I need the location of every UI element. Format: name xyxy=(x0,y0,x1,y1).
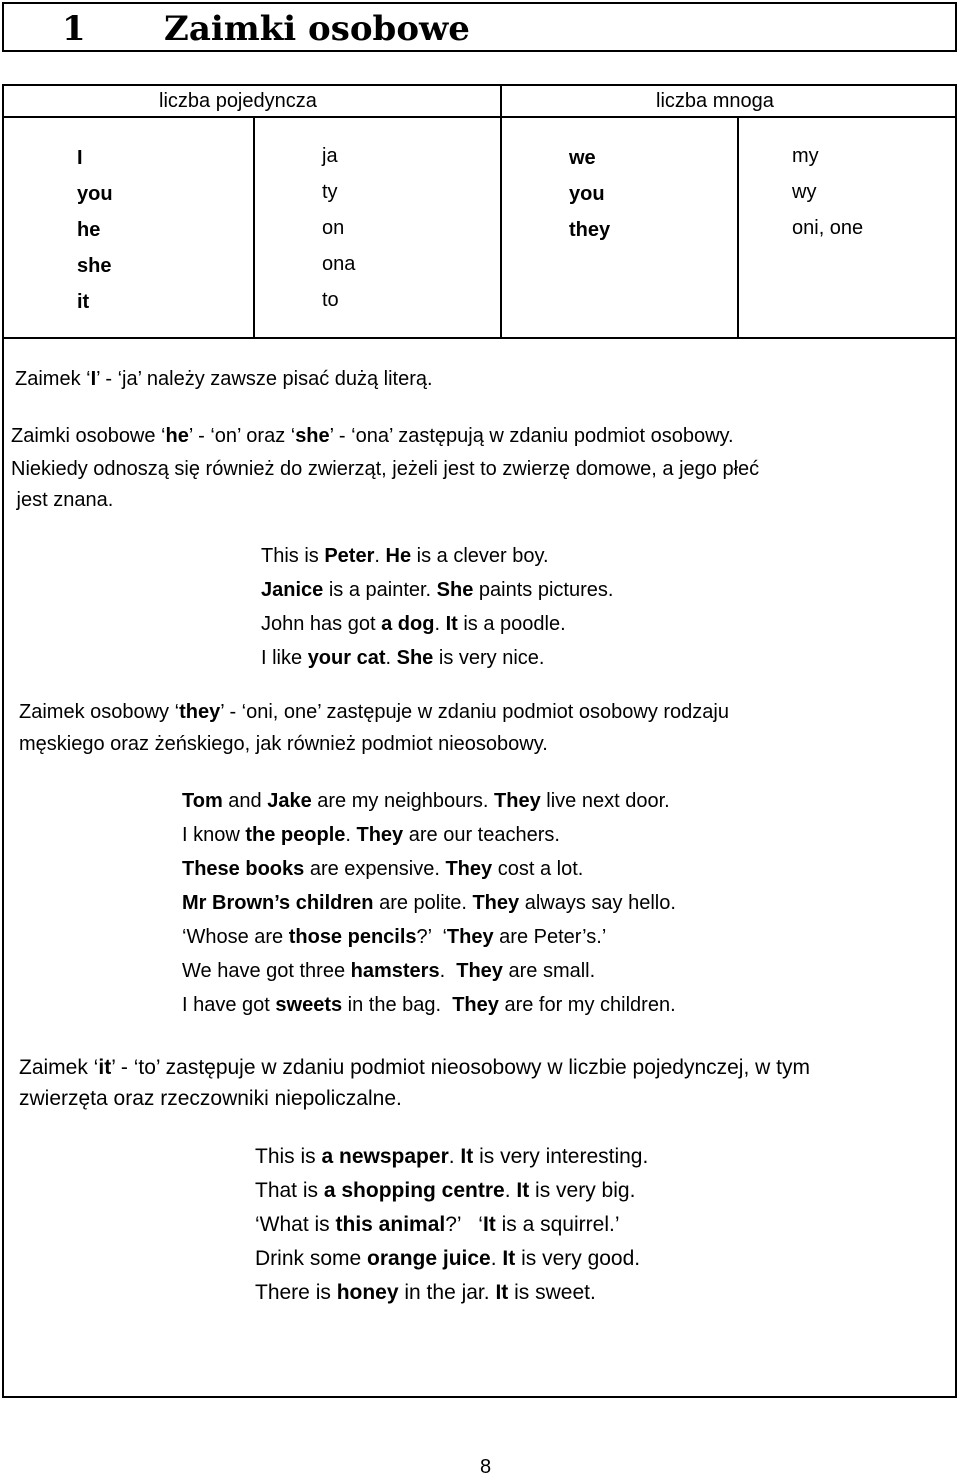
example-sentence xyxy=(255,1276,648,1310)
example-sentence xyxy=(261,641,613,675)
text-segment: Zaimek ‘ xyxy=(19,1056,99,1079)
examples-it xyxy=(255,1140,648,1310)
plural-english-column xyxy=(569,140,610,248)
example-sentence xyxy=(182,954,676,988)
pronoun-en: you xyxy=(77,183,113,205)
text-segment: This is xyxy=(255,1145,322,1168)
text-segment: are expensive. xyxy=(304,858,446,880)
examples-they xyxy=(182,784,676,1022)
emphasis-text: it xyxy=(98,1056,112,1079)
text-segment: ?’ ‘ xyxy=(416,926,447,948)
text-segment: . xyxy=(374,545,386,567)
text-segment: That is xyxy=(255,1179,324,1202)
emphasis-text: Peter xyxy=(324,545,375,567)
text-segment: . xyxy=(434,613,446,635)
emphasis-text: Tom xyxy=(182,790,223,812)
text-segment: Zaimki osobowe ‘ xyxy=(11,425,166,447)
table-col-divider-2 xyxy=(500,86,502,337)
text-segment: ’ - ‘oni, one’ zastępuje w zdaniu podmiot osobowy rodzaju xyxy=(220,701,729,723)
text-segment: ‘What is xyxy=(255,1213,336,1236)
emphasis-text: They xyxy=(356,824,404,846)
emphasis-text: a shopping centre xyxy=(323,1179,505,1202)
example-sentence xyxy=(182,886,676,920)
singular-header: liczba pojedyncza xyxy=(159,90,317,112)
page-number: 8 xyxy=(480,1456,492,1478)
text-segment: are polite. xyxy=(373,892,473,914)
example-sentence xyxy=(255,1140,648,1174)
rule-i xyxy=(15,368,433,391)
example-sentence xyxy=(182,988,676,1022)
text-segment: Zaimek osobowy ‘ xyxy=(19,701,180,723)
pronoun-pl: to xyxy=(322,289,339,311)
text-segment: is a painter. xyxy=(323,579,437,601)
emphasis-text: They xyxy=(445,858,493,880)
example-sentence xyxy=(182,784,676,818)
text-segment: ’ - ‘ona’ zastępują w zdaniu podmiot osobowy. xyxy=(329,425,734,447)
text-segment: zwierzęta oraz rzeczowniki niepoliczalne. xyxy=(19,1087,402,1110)
emphasis-text: a newspaper xyxy=(321,1145,449,1168)
content-box xyxy=(2,84,957,1398)
text-segment: in the jar. xyxy=(398,1281,496,1304)
text-segment: męskiego oraz żeńskiego, jak również podmiot nieosobowy. xyxy=(19,733,548,755)
section-number: 1 xyxy=(62,9,86,49)
rule-he-she-line-2 xyxy=(11,458,759,481)
pronoun-pl: ja xyxy=(322,145,338,167)
singular-polish-column xyxy=(322,138,355,318)
text-segment: is very nice. xyxy=(433,647,545,669)
table-col-divider-3 xyxy=(737,116,739,337)
emphasis-text: Jake xyxy=(267,790,312,812)
emphasis-text: It xyxy=(502,1247,516,1270)
emphasis-text: Mr Brown’s children xyxy=(182,892,374,914)
text-segment: live next door. xyxy=(540,790,670,812)
text-segment: I know xyxy=(182,824,246,846)
text-segment: always say hello. xyxy=(519,892,676,914)
text-segment: are small. xyxy=(502,960,596,982)
emphasis-text: They xyxy=(456,960,503,982)
singular-english-column xyxy=(77,140,113,320)
emphasis-text: It xyxy=(482,1213,496,1236)
pronoun-pl: oni, one xyxy=(792,217,864,239)
rule-it-line-1 xyxy=(19,1056,810,1080)
pronoun-en: she xyxy=(77,255,112,277)
text-segment: is very big. xyxy=(529,1179,636,1202)
rule-he-she-line-1 xyxy=(11,425,734,448)
text-segment: . xyxy=(439,960,457,982)
text-segment: paints pictures. xyxy=(473,579,614,601)
text-segment: ‘Whose are xyxy=(182,926,289,948)
text-segment: is sweet. xyxy=(508,1281,596,1304)
emphasis-text: They xyxy=(452,994,499,1016)
text-segment: John has got xyxy=(261,613,382,635)
table-header-divider xyxy=(4,116,955,118)
text-segment: . xyxy=(385,647,397,669)
emphasis-text: It xyxy=(460,1145,474,1168)
text-segment: . xyxy=(504,1179,517,1202)
emphasis-text: orange juice xyxy=(367,1247,491,1270)
example-sentence xyxy=(255,1174,648,1208)
rule-they-line-2 xyxy=(19,733,548,756)
text-segment: We have got three xyxy=(182,960,351,982)
pronoun-pl: ty xyxy=(322,181,338,203)
text-segment: is very good. xyxy=(515,1247,641,1270)
emphasis-text: he xyxy=(165,425,189,447)
text-segment: . xyxy=(345,824,357,846)
pronoun-pl: ona xyxy=(322,253,356,275)
pronoun-en: he xyxy=(77,219,101,241)
text-segment: I like xyxy=(261,647,308,669)
text-segment: . xyxy=(448,1145,461,1168)
text-segment: Drink some xyxy=(255,1247,368,1270)
emphasis-text: She xyxy=(436,579,474,601)
text-segment: ’ - ‘on’ oraz ‘ xyxy=(188,425,296,447)
text-segment: are for my children. xyxy=(498,994,676,1016)
text-segment: ’ - ‘ja’ należy zawsze pisać dużą literą. xyxy=(96,368,433,390)
emphasis-text: your cat xyxy=(307,647,386,669)
text-segment: ’ - ‘to’ zastępuje w zdaniu podmiot nieosobowy w liczbie pojedynczej, w tym xyxy=(111,1056,810,1079)
title-box xyxy=(2,2,957,52)
emphasis-text: It xyxy=(516,1179,530,1202)
text-segment: is a squirrel.’ xyxy=(495,1213,620,1236)
text-segment: There is xyxy=(255,1281,337,1304)
emphasis-text: She xyxy=(396,647,434,669)
example-sentence xyxy=(182,920,676,954)
examples-he-she xyxy=(261,539,613,675)
emphasis-text: they xyxy=(179,701,221,723)
pronoun-en: it xyxy=(77,291,90,313)
plural-polish-column xyxy=(792,138,863,246)
text-segment: is very interesting. xyxy=(473,1145,649,1168)
emphasis-text: These books xyxy=(182,858,305,880)
emphasis-text: Janice xyxy=(261,579,324,601)
text-segment: Niekiedy odnoszą się również do zwierząt, jeżeli jest to zwierzę domowe, a jego płeć xyxy=(11,458,760,480)
text-segment: Zaimek ‘ xyxy=(15,368,91,390)
pronoun-pl: my xyxy=(792,145,819,167)
text-segment: . xyxy=(490,1247,503,1270)
emphasis-text: He xyxy=(385,545,412,567)
emphasis-text: It xyxy=(445,613,458,635)
emphasis-text: she xyxy=(295,425,330,447)
pronoun-en: we xyxy=(569,147,596,169)
text-segment: are Peter’s.’ xyxy=(493,926,607,948)
text-segment: I have got xyxy=(182,994,276,1016)
emphasis-text: those pencils xyxy=(288,926,417,948)
text-segment: This is xyxy=(261,545,325,567)
pronoun-pl: on xyxy=(322,217,345,239)
pronoun-en: I xyxy=(77,147,83,169)
pronoun-pl: wy xyxy=(792,181,817,203)
text-segment: are our teachers. xyxy=(403,824,560,846)
emphasis-text: I xyxy=(90,368,97,390)
text-segment: in the bag. xyxy=(342,994,453,1016)
pronoun-en: you xyxy=(569,183,605,205)
rule-it-line-2 xyxy=(19,1087,402,1111)
rule-they-line-1 xyxy=(19,701,729,724)
table-col-divider-1 xyxy=(253,116,255,337)
text-segment: is a poodle. xyxy=(457,613,566,635)
emphasis-text: They xyxy=(494,790,541,812)
page-title: Zaimki osobowe xyxy=(164,9,470,49)
example-sentence xyxy=(182,818,676,852)
emphasis-text: hamsters xyxy=(350,960,440,982)
text-segment: are my neighbours. xyxy=(311,790,495,812)
rule-he-she-line-3 xyxy=(11,489,113,512)
emphasis-text: a dog xyxy=(381,613,435,635)
emphasis-text: They xyxy=(446,926,494,948)
emphasis-text: It xyxy=(495,1281,509,1304)
text-segment: cost a lot. xyxy=(492,858,584,880)
text-segment: and xyxy=(222,790,268,812)
plural-header: liczba mnoga xyxy=(656,90,774,112)
example-sentence xyxy=(182,852,676,886)
emphasis-text: They xyxy=(472,892,520,914)
emphasis-text: honey xyxy=(336,1281,399,1304)
example-sentence xyxy=(261,573,613,607)
text-segment: is a clever boy. xyxy=(411,545,549,567)
text-segment: jest znana. xyxy=(11,489,114,511)
text-segment: ?’ ‘ xyxy=(445,1213,483,1236)
example-sentence xyxy=(261,539,613,573)
example-sentence xyxy=(255,1208,648,1242)
table-bottom-line xyxy=(4,337,955,339)
example-sentence xyxy=(261,607,613,641)
pronoun-en: they xyxy=(569,219,611,241)
emphasis-text: the people xyxy=(245,824,346,846)
emphasis-text: sweets xyxy=(275,994,343,1016)
example-sentence xyxy=(255,1242,648,1276)
emphasis-text: this animal xyxy=(335,1213,446,1236)
